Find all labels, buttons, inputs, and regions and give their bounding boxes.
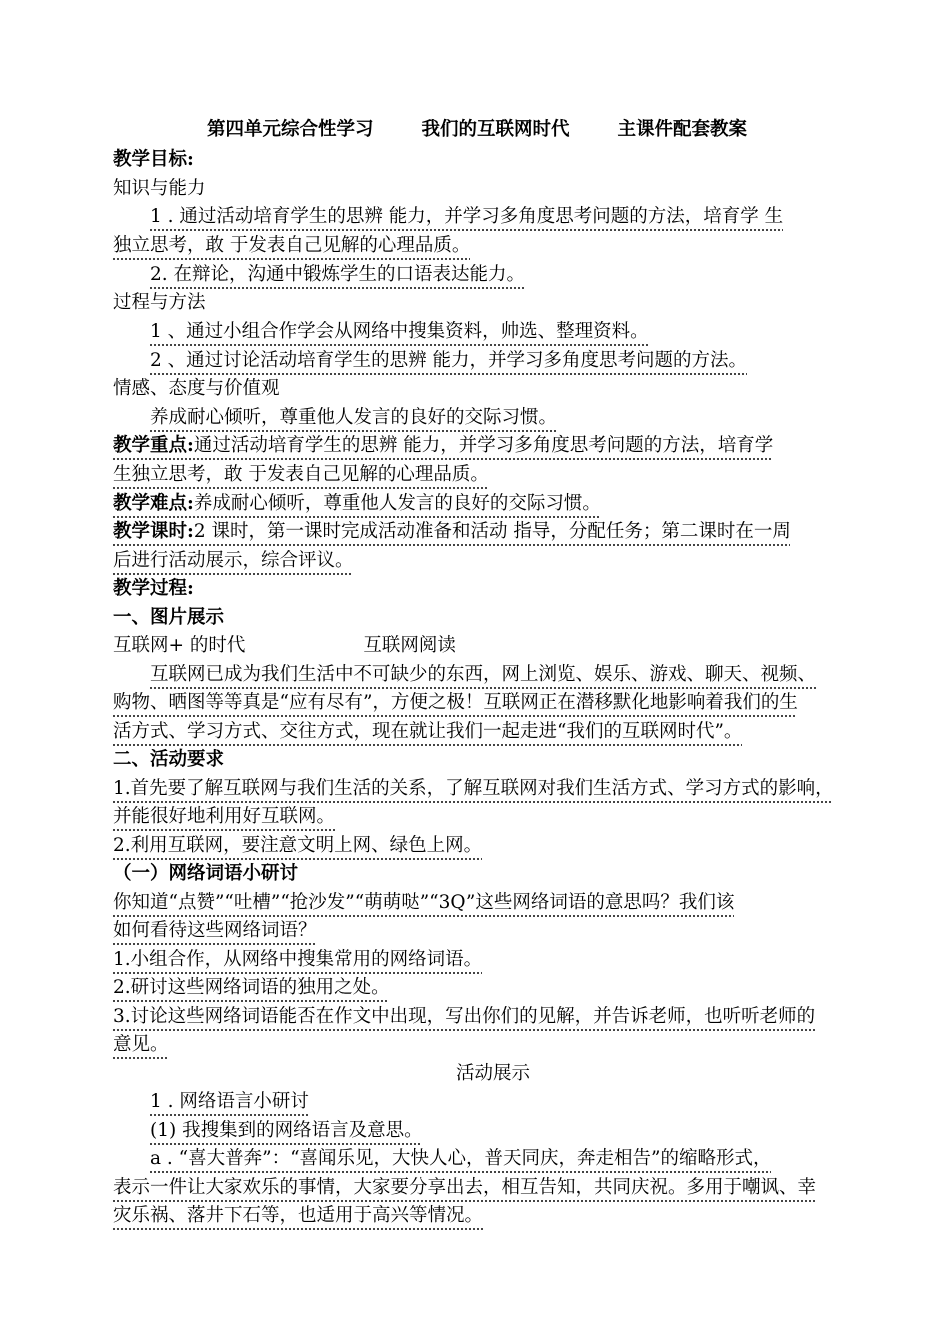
hours-label: 教学课时: [113, 521, 194, 542]
title-topic: 我们的互联网时代 [421, 119, 570, 140]
task-2: 2.研讨这些网络词语的独用之处。 [113, 977, 390, 998]
goal-k1-cont: 独立思考，敢 于发表自己见解的心理品质。 [113, 235, 471, 256]
showcase-a-3: 灾乐祸、落井下石等，也适用于高兴等情况。 [113, 1205, 484, 1226]
goal-k1: 1 . 通过活动培育学生的思辨 能力，并学习多角度思考问题的方法，培育学 生 [150, 206, 784, 227]
showcase-heading: 活动展示 [455, 1063, 530, 1084]
subsection-1-heading: （一）网络词语小研讨 [113, 863, 299, 884]
intro-para-3: 活方式、学习方式、交往方式，现在就让我们一起走进“我们的互联网时代”。 [113, 721, 743, 742]
goal-p1: 1 、通过小组合作学会从网络中搜集资料，帅选、整理资料。 [150, 321, 649, 342]
process-steps-heading: 教学过程: [113, 578, 194, 599]
key-label: 教学重点: [113, 435, 194, 456]
goal-e1: 养成耐心倾听，尊重他人发言的良好的交际习惯。 [150, 407, 558, 428]
intro-para-2: 购物、晒图等等真是“应有尽有”，方便之极！互联网正在潜移默化地影响着我们的生 [113, 692, 798, 713]
caption-1: 互联网+ 的时代 [113, 635, 246, 656]
showcase-a-2: 表示一件让大家欢乐的事情，大家要分享出去，相互告知，共同庆祝。多用于嘲讽、幸 [113, 1177, 817, 1198]
page-title [207, 116, 747, 144]
key-text: 通过活动培育学生的思辨 能力，并学习多角度思考问题的方法，培育学 [193, 435, 774, 456]
difficult-text: 养成耐心倾听，尊重他人发言的良好的交际习惯。 [193, 493, 601, 514]
class-hours-cont: 后进行活动展示，综合评议。 [113, 550, 354, 571]
key-point [113, 432, 853, 461]
emotion-heading: 情感、态度与价值观 [113, 378, 280, 399]
showcase-a-1: a . “喜大普奔”：“喜闻乐见，大快人心，普天同庆，奔走相告”的缩略形式， [150, 1148, 772, 1169]
hours-text: 2 课时，第一课时完成活动准备和活动 指导，分配任务；第二课时在一周 [193, 521, 791, 542]
key-point-cont: 生独立思考，敢 于发表自己见解的心理品质。 [113, 464, 489, 485]
process-heading: 过程与方法 [113, 292, 206, 313]
req-2: 2.利用互联网，要注意文明上网、绿色上网。 [113, 835, 483, 856]
task-3-cont: 意见。 [113, 1034, 169, 1055]
goals-heading: 教学目标: [113, 149, 194, 170]
title-doc: 主课件配套教案 [617, 119, 748, 140]
showcase-item-1: 1 . 网络语言小研讨 [150, 1091, 309, 1112]
goal-p2: 2 、通过讨论活动培育学生的思辨 能力，并学习多角度思考问题的方法。 [150, 350, 748, 371]
section-2-heading: 二、活动要求 [113, 749, 225, 770]
task-3: 3.讨论这些网络词语能否在作文中出现，写出你们的见解，并告诉老师，也听听老师的 [113, 1006, 816, 1027]
goal-k2: 2. 在辩论，沟通中锻炼学生的口语表达能力。 [150, 264, 526, 285]
question-1-cont: 如何看待这些网络词语？ [113, 920, 317, 941]
class-hours [113, 518, 853, 547]
intro-para-1: 互联网已成为我们生活中不可缺少的东西，网上浏览、娱乐、游戏、聊天、视频、 [150, 664, 817, 685]
title-unit: 第四单元综合性学习 [207, 119, 374, 140]
question-1: 你知道“点赞”“吐槽”“抢沙发”“萌萌哒”“3Q”这些网络词语的意思吗？我们该 [113, 892, 735, 913]
difficult-label: 教学难点: [113, 493, 194, 514]
caption-2: 互联网阅读 [363, 635, 456, 656]
section-1-heading: 一、图片展示 [113, 607, 225, 628]
difficult-point [113, 490, 853, 519]
task-1: 1.小组合作，从网络中搜集常用的网络词语。 [113, 949, 483, 970]
image-captions [113, 632, 853, 661]
req-1-cont: 并能很好地利用好互联网。 [113, 806, 336, 827]
req-1: 1.首先要了解互联网与我们生活的关系，了解互联网对我们生活方式、学习方式的影响， [113, 778, 834, 799]
showcase-item-2: (1) 我搜集到的网络语言及意思。 [150, 1120, 423, 1141]
knowledge-heading: 知识与能力 [113, 178, 206, 199]
